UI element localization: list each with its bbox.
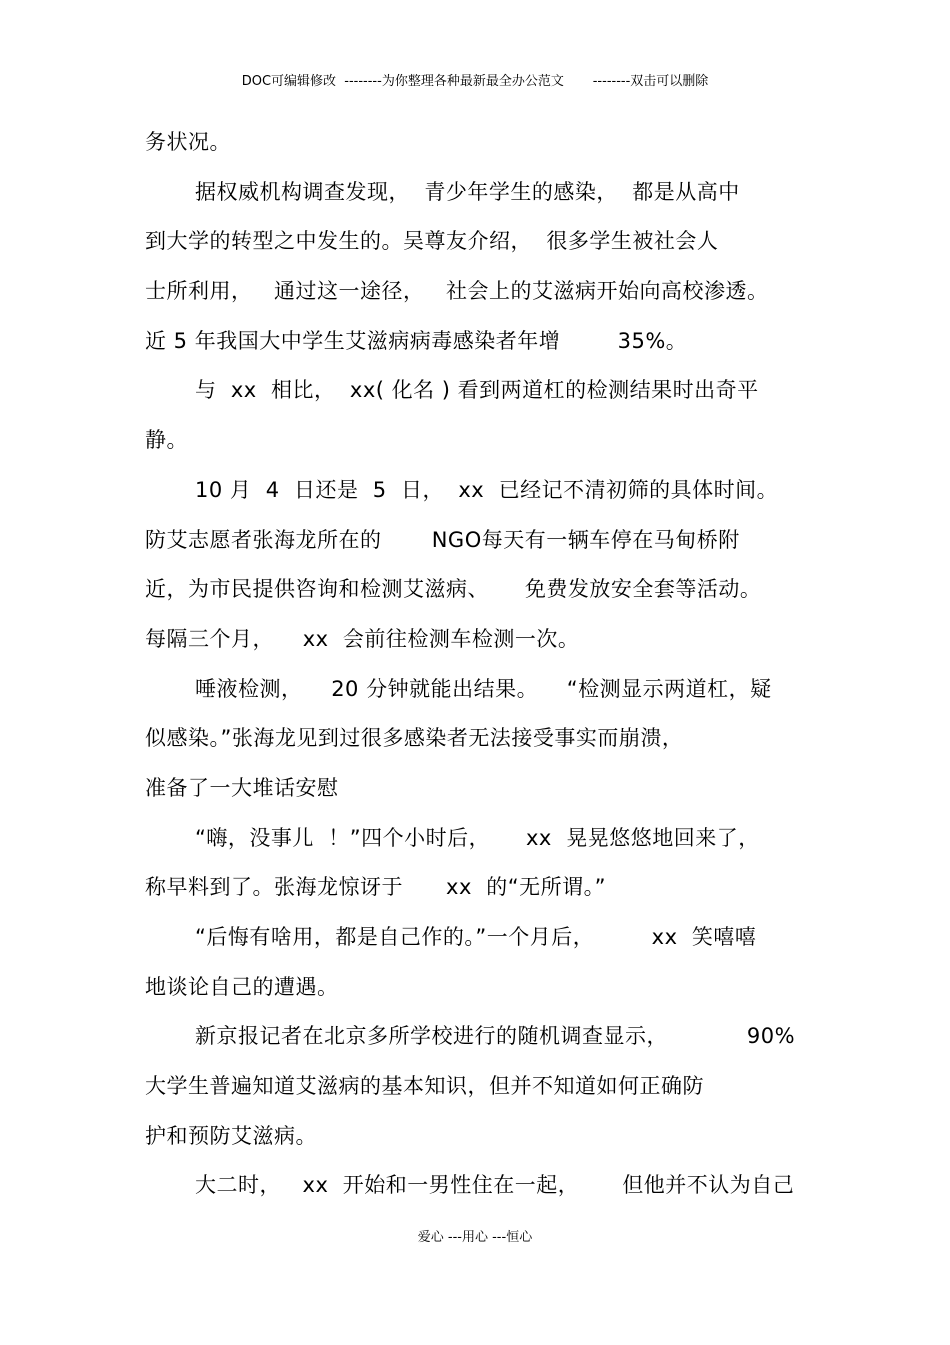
text-line: 与 xx 相比， xx( 化名 ) 看到两道杠的检测结果时出奇平 [195, 378, 759, 403]
text-line: 务状况。 [145, 130, 231, 154]
text-line: “后悔有啥用，都是自己作的。”一个月后， xx 笑嘻嘻 [195, 925, 757, 949]
text-line: 称早料到了。张海龙惊讶于 xx 的“无所谓。” [145, 875, 607, 900]
text-line: 每隔三个月， xx 会前往检测车检测一次。 [145, 626, 580, 651]
text-line: 据权威机构调查发现， 青少年学生的感染， 都是从高中 [195, 179, 740, 204]
page-header: DOC可编辑修改 --------为你整理各种最新最全办公范文 --------双击可以删除 [241, 74, 709, 89]
page-footer: 爱心 ---用心 ---恒心 [417, 1230, 533, 1245]
text-line: 地谈论自己的遭遇。 [145, 974, 339, 999]
text-line: 大学生普遍知道艾滋病的基本知识，但并不知道如何正确防 [145, 1074, 704, 1099]
text-line: 静。 [145, 428, 188, 453]
text-line: 到大学的转型之中发生的。吴尊友介绍， 很多学生被社会人 [145, 229, 719, 254]
text-line: 士所利用， 通过这一途径， 社会上的艾滋病开始向高校渗透。 [145, 279, 769, 304]
text-line: 近，为市民提供咨询和检测艾滋病、 免费发放安全套等活动。 [145, 577, 762, 602]
text-line: “嗨，没事儿 ！”四个小时后， xx 晃晃悠悠地回来了， [195, 825, 760, 850]
text-line: 近 5 年我国大中学生艾滋病病毒感染者年增 35%。 [145, 328, 688, 353]
text-line: 大二时， xx 开始和一男性住在一起， 但他并不认为自己 [195, 1173, 795, 1198]
text-line: 新京报记者在北京多所学校进行的随机调查显示， 90% [195, 1024, 796, 1049]
document-body [145, 123, 845, 1216]
text-line: 护和预防艾滋病。 [145, 1123, 317, 1148]
text-line: 似感染。”张海龙见到过很多感染者无法接受事实而崩溃， [145, 726, 684, 751]
text-line: 10 月 4 日还是 5 日， xx 已经记不清初筛的具体时间。 [195, 477, 779, 502]
text-line: 防艾志愿者张海龙所在的 NGO每天有一辆车停在马甸桥附 [145, 527, 740, 552]
text-line: 准备了一大堆话安慰 [145, 775, 339, 800]
text-line: 唾液检测， 20 分钟就能出结果。 “检测显示两道杠，疑 [195, 676, 772, 701]
